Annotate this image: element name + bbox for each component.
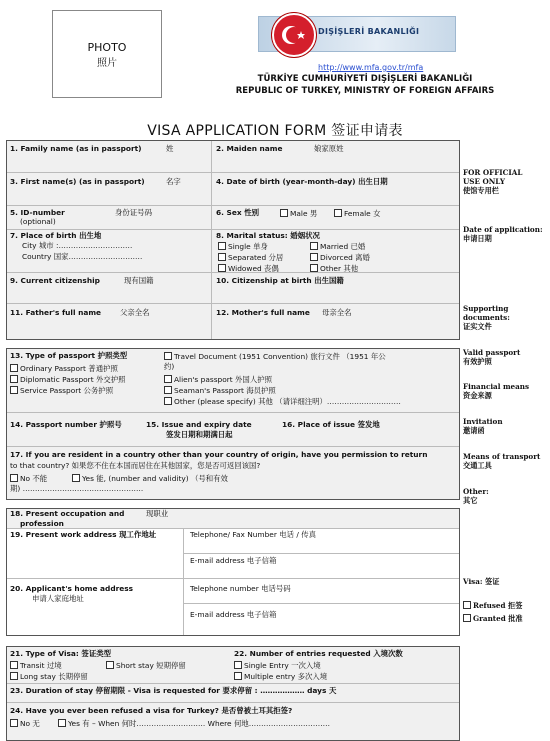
other-label: Other: 其它 [463,487,489,505]
residence-question: 17. If you are resident in a country other than your country of origin, have you permission to return [10,450,428,459]
visa-type-label: 21. Type of Visa: 签证类型 [10,649,111,658]
residence-yes-option[interactable]: Yes 能, (number and validity) （号和有效 [72,474,228,484]
id-number-optional: (optional) [20,217,56,226]
checkbox-icon[interactable] [463,601,471,609]
sex-male-option[interactable]: Male 男 [280,209,317,219]
family-name-cn: 姓 [166,144,174,153]
maiden-name-label: 2. Maiden name [216,144,283,153]
official-use-heading: FOR OFFICIAL USE ONLY 使馆专用栏 [463,168,523,195]
passport-travel-doc-cont: 约) [164,362,175,371]
residence-yes-details[interactable]: 期) …………………………………………. [10,484,144,493]
checkbox-icon[interactable] [310,242,318,250]
birthplace-city[interactable]: City 城市 :………………………… [22,241,133,250]
passport-ordinary[interactable]: Ordinary Passport 普通护照 [10,364,118,374]
photo-label-cn: 照片 [97,58,117,69]
entries-single[interactable]: Single Entry 一次入境 [234,661,321,671]
checkbox-icon[interactable] [10,474,18,482]
ministry-seal-icon [272,13,316,57]
checkbox-icon[interactable] [218,242,226,250]
header-line-tr: TÜRKİYE CUMHURİYETİ DIŞİŞLERİ BAKANLIĞI [257,74,473,84]
refused-visa-question: 24. Have you ever been refused a visa for Turkey? 是否曾被土耳其拒签? [10,706,293,715]
passport-seaman[interactable]: Seaman's Passport 海员护照 [164,386,276,396]
checkbox-icon[interactable] [10,364,18,372]
invitation-label: Invitation 邀请函 [463,417,503,435]
visa-decision-label: Visa: 签证 [463,577,500,586]
sex-female-option[interactable]: Female 女 [334,209,380,219]
father-name-cn: 父亲全名 [120,308,150,317]
first-name-label: 3. First name(s) (as in passport) [10,177,145,186]
checkbox-icon[interactable] [10,386,18,394]
marital-status-label: 8. Marital status: 婚姻状况 [216,231,320,240]
first-name-cn: 名字 [166,177,181,186]
passport-alien[interactable]: Alien's passport 外国人护照 [164,375,272,385]
checkbox-icon[interactable] [334,209,342,217]
checkbox-icon[interactable] [164,397,172,405]
visa-refused-option[interactable]: Refused 拒签 [463,601,522,610]
home-telephone-label: Telephone number 电话号码 [190,584,291,593]
checkbox-icon[interactable] [310,253,318,261]
checkbox-icon[interactable] [218,253,226,261]
sex-label: 6. Sex 性别 [216,208,259,217]
marital-single[interactable]: Single 单身 [218,242,268,252]
refused-yes-option[interactable]: Yes 有 – When 何时………………………. Where 何地…………………………… [58,719,330,729]
mother-name-cn: 母亲全名 [322,308,352,317]
photo-box [52,10,162,98]
maiden-name-cn: 娘家原姓 [314,144,344,153]
marital-married[interactable]: Married 已婚 [310,242,365,252]
entries-multiple[interactable]: Multiple entry 多次入境 [234,672,327,682]
header-line-en: REPUBLIC OF TURKEY, MINISTRY OF FOREIGN AFFAIRS [235,86,495,96]
visa-granted-option[interactable]: Granted 批准 [463,614,523,623]
entries-label: 22. Number of entries requested 入境次数 [234,649,403,658]
visa-long-stay[interactable]: Long stay 长期停留 [10,672,88,682]
visa-transit[interactable]: Transit 过境 [10,661,62,671]
home-address-cn: 申请人家庭地址 [32,594,84,603]
supporting-documents-label: Supporting documents: 证实文件 [463,304,510,331]
id-number-cn: 身份证号码 [115,208,152,217]
occupation-cn: 现职业 [146,509,169,518]
checkbox-icon[interactable] [234,672,242,680]
checkbox-icon[interactable] [10,375,18,383]
issue-expiry-cn: 签发日期和期满日起 [166,430,233,439]
birthplace-country[interactable]: Country 国家………………………… [22,252,143,261]
home-email-label: E-mail address 电子信箱 [190,610,277,619]
birthplace-label: 7. Place of birth 出生地 [10,231,102,240]
marital-widowed[interactable]: Widowed 丧偶 [218,264,279,274]
birth-citizenship-label: 10. Citizenship at birth 出生国籍 [216,276,344,285]
work-telephone-label: Telephone/ Fax Number 电话 / 传真 [190,530,316,539]
photo-label: PHOTO [87,41,127,54]
residence-question-cont: to that country? 如果您不住在本国而居住在其他国家，您是否可返回该国? [10,461,261,470]
father-name-label: 11. Father's full name [10,308,102,317]
passport-number-label: 14. Passport number 护照号 [10,420,122,429]
form-title: VISA APPLICATION FORM 签证申请表 [147,123,403,139]
means-of-transport-label: Means of transport 交通工具 [463,452,541,470]
checkbox-icon[interactable] [10,661,18,669]
marital-other[interactable]: Other 其他 [310,264,358,274]
financial-means-label: Financial means 资金来源 [463,382,530,400]
marital-separated[interactable]: Separated 分居 [218,253,283,263]
checkbox-icon[interactable] [280,209,288,217]
refused-no-option[interactable]: No 无 [10,719,40,729]
checkbox-icon[interactable] [10,719,18,727]
family-name-label: 1. Family name (as in passport) [10,144,142,153]
marital-divorced[interactable]: Divorced 离婚 [310,253,370,263]
checkbox-icon[interactable] [310,264,318,272]
duration-of-stay: 23. Duration of stay 停留期限 - Visa is requested for 要求停留 : ……………… days 天 [10,686,337,695]
passport-type-label: 13. Type of passport 护照类型 [10,351,128,360]
home-address-label: 20. Applicant's home address [10,584,134,593]
passport-other[interactable]: Other (please specify) 其他 （请详细注明）………………………… [164,397,401,407]
issue-expiry-label: 15. Issue and expiry date [146,420,252,429]
checkbox-icon[interactable] [164,352,172,360]
residence-no-option[interactable]: No 不能 [10,474,47,484]
logo-text: DIŞİŞLERİ BAKANLIĞI [318,27,420,36]
dob-label: 4. Date of birth (year-month-day) 出生日期 [216,177,388,186]
work-address-label: 19. Present work address 现工作地址 [10,530,157,539]
valid-passport-label: Valid passport 有效护照 [463,348,521,366]
passport-service[interactable]: Service Passport 公务护照 [10,386,113,396]
checkbox-icon[interactable] [10,672,18,680]
place-of-issue-label: 16. Place of issue 签发地 [282,420,380,429]
checkbox-icon[interactable] [58,719,66,727]
date-of-application-label: Date of application: 申请日期 [463,225,543,243]
passport-diplomatic[interactable]: Diplomatic Passport 外交护照 [10,375,126,385]
checkbox-icon[interactable] [234,661,242,669]
passport-travel-doc[interactable]: Travel Document (1951 Convention) 旅行文件 （1951 年公 [164,352,386,362]
checkbox-icon[interactable] [463,614,471,622]
visa-short-stay[interactable]: Short stay 短期停留 [106,661,186,671]
occupation-label-cont: profession [20,519,64,528]
checkbox-icon[interactable] [164,375,172,383]
citizenship-cn: 现有国籍 [124,276,154,285]
ministry-url-link[interactable]: http://www.mfa.gov.tr/mfa [318,63,424,72]
checkbox-icon[interactable] [164,386,172,394]
id-number-label: 5. ID-number [10,208,65,217]
checkbox-icon[interactable] [218,264,226,272]
occupation-label: 18. Present occupation and [10,509,125,518]
checkbox-icon[interactable] [72,474,80,482]
checkbox-icon[interactable] [106,661,114,669]
work-email-label: E-mail address 电子信箱 [190,556,277,565]
citizenship-label: 9. Current citizenship [10,276,100,285]
mother-name-label: 12. Mother's full name [216,308,310,317]
